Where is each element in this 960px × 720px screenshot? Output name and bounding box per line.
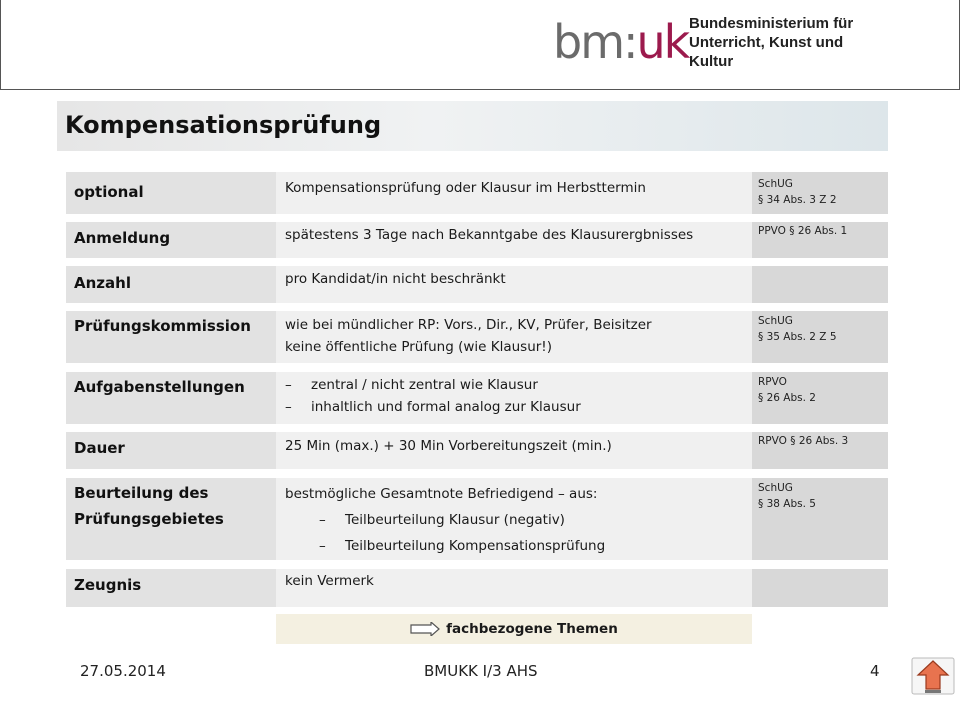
row-legal-reference: PPVO § 26 Abs. 1 <box>752 222 888 258</box>
list-item: – inhaltlich und formal analog zur Klausur <box>285 399 581 415</box>
row-label: optional <box>66 172 276 214</box>
footer-center: BMUKK I/3 AHS <box>424 662 538 680</box>
list-item: – Teilbeurteilung Klausur (negativ) <box>319 512 565 528</box>
row-label: Prüfungskommission <box>66 311 276 363</box>
table-row-anmeldung <box>66 222 888 258</box>
row-legal-reference <box>752 266 888 303</box>
row-label: Zeugnis <box>66 569 276 607</box>
home-button[interactable] <box>910 656 956 696</box>
table-row-pruefungskommission <box>66 311 888 363</box>
fachbezogene-themen-link[interactable] <box>276 614 752 644</box>
logo-mark: bm:uk <box>553 15 689 69</box>
link-label: fachbezogene Themen <box>446 621 618 637</box>
page-number: 4 <box>870 662 880 680</box>
table-row-optional <box>66 172 888 214</box>
logo-text: Bundesministerium für Unterricht, Kunst und Kultur <box>689 14 854 70</box>
row-label: Anmeldung <box>66 222 276 258</box>
row-legal-reference: RPVO § 26 Abs. 3 <box>752 432 888 469</box>
page-title: Kompensationsprüfung <box>65 111 382 139</box>
row-legal-reference: SchUG § 38 Abs. 5 <box>752 478 888 560</box>
table-row-zeugnis <box>66 569 888 607</box>
row-label: Anzahl <box>66 266 276 303</box>
header-frame <box>0 0 960 90</box>
footer-date: 27.05.2014 <box>80 662 166 680</box>
row-label: Dauer <box>66 432 276 469</box>
ministry-logo <box>553 14 889 70</box>
arrow-right-icon <box>410 622 440 636</box>
row-label: Beurteilung des Prüfungsgebietes <box>66 478 276 560</box>
list-item: – zentral / nicht zentral wie Klausur <box>285 377 538 393</box>
row-description: kein Vermerk <box>276 569 752 607</box>
row-description: spätestens 3 Tage nach Bekanntgabe des Klausurergbnisses <box>276 222 752 258</box>
table-row-anzahl <box>66 266 888 303</box>
list-item: – Teilbeurteilung Kompensationsprüfung <box>319 538 606 554</box>
row-description: pro Kandidat/in nicht beschränkt <box>276 266 752 303</box>
row-description: wie bei mündlicher RP: Vors., Dir., KV, Prüfer, Beisitzer keine öffentliche Prüfung (wie Klausur!) <box>276 311 752 363</box>
row-legal-reference: SchUG § 35 Abs. 2 Z 5 <box>752 311 888 363</box>
row-legal-reference: RPVO § 26 Abs. 2 <box>752 372 888 424</box>
table-row-beurteilung <box>66 478 888 560</box>
table-row-aufgabenstellungen <box>66 372 888 424</box>
row-legal-reference: SchUG § 34 Abs. 3 Z 2 <box>752 172 888 214</box>
table-row-dauer <box>66 432 888 469</box>
row-description: 25 Min (max.) + 30 Min Vorbereitungszeit (min.) <box>276 432 752 469</box>
title-bar <box>57 101 888 151</box>
row-label: Aufgabenstellungen <box>66 372 276 424</box>
row-description <box>276 372 752 424</box>
row-description: Kompensationsprüfung oder Klausur im Herbsttermin <box>276 172 752 214</box>
home-arrow-icon <box>910 656 956 696</box>
row-legal-reference <box>752 569 888 607</box>
row-description: bestmögliche Gesamtnote Befriedigend – aus: – Teilbeurteilung Klausur (negativ) – Teilbeurteilung Kompensationsprüfung <box>276 478 752 560</box>
